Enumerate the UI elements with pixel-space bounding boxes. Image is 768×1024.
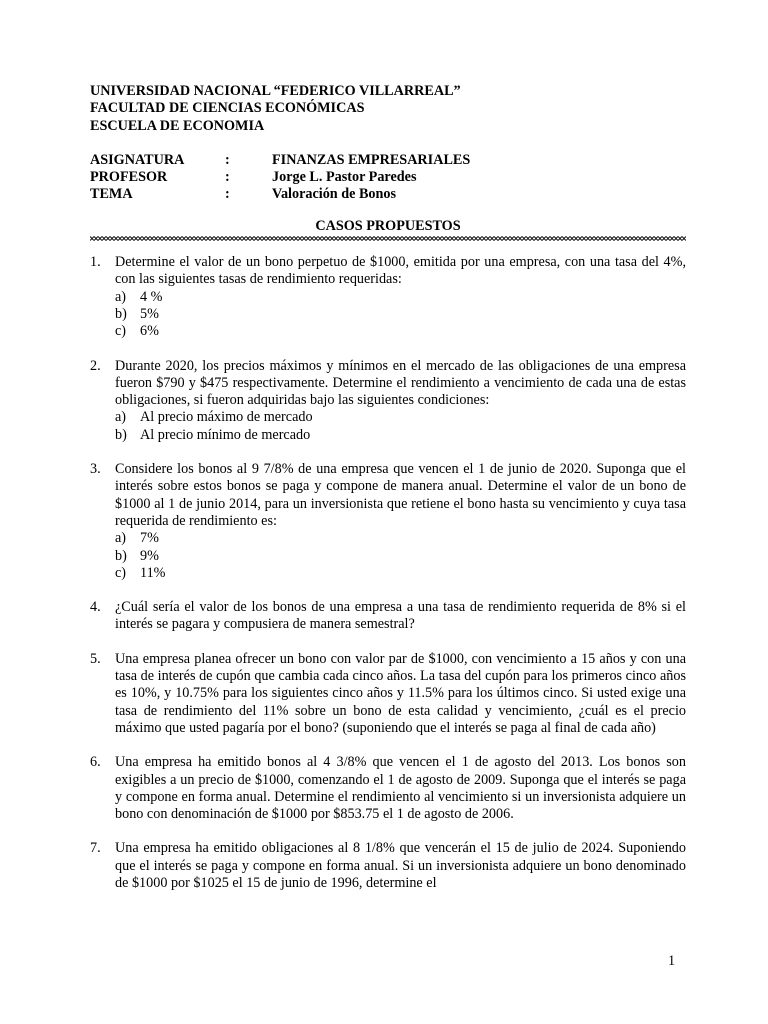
question-item — [90, 754, 686, 823]
header-block — [90, 83, 686, 135]
school-name: ESCUELA DE ECONOMIA — [90, 117, 265, 134]
decorative-divider — [90, 235, 686, 242]
option-item — [115, 530, 686, 547]
option-letter: c) — [115, 564, 127, 581]
question-text: Considere los bonos al 9 7/8% de una empresa que vencen el 1 de junio de 2020. Suponga que el interés sobre estos bonos se paga y compone de manera anual. Determine el valor de un bono de $1000 al 1 de junio 2014, para un inversionista que retiene el bono hasta su vencimiento y cuya tasa requerida de rendimiento es: — [115, 461, 686, 529]
question-number: 1. — [90, 254, 101, 271]
option-letter: c) — [115, 323, 127, 340]
faculty-name: FACULTAD DE CIENCIAS ECONÓMICAS — [90, 100, 365, 117]
option-text: Al precio máximo de mercado — [140, 409, 313, 426]
question-text: ¿Cuál sería el valor de los bonos de una empresa a una tasa de rendimiento requerida de 8% si el interés se pagara y compusiera de manera semestral? — [115, 599, 686, 633]
meta-row-subject — [90, 152, 686, 169]
meta-label: PROFESOR — [90, 169, 168, 186]
meta-colon: : — [225, 151, 230, 168]
option-text: 9% — [140, 547, 159, 564]
meta-label: ASIGNATURA — [90, 151, 185, 168]
meta-value: FINANZAS EMPRESARIALES — [272, 151, 471, 168]
question-body — [115, 840, 686, 892]
question-text: Determine el valor de un bono perpetuo de $1000, emitida por una empresa, con una tasa del 4%, con las siguientes tasas de rendimiento requeridas: — [115, 254, 686, 288]
option-text: 6% — [140, 323, 159, 340]
meta-label: TEMA — [90, 186, 133, 203]
meta-value: Valoración de Bonos — [272, 186, 397, 203]
meta-row-topic — [90, 186, 686, 203]
section-title: CASOS PROPUESTOS — [315, 217, 461, 234]
question-item — [90, 599, 686, 634]
question-number: 6. — [90, 754, 101, 771]
course-meta — [90, 152, 686, 204]
option-text: Al precio mínimo de mercado — [140, 426, 311, 443]
option-item — [115, 548, 686, 565]
option-letter: b) — [115, 305, 127, 322]
question-item — [90, 651, 686, 737]
option-item — [115, 323, 686, 340]
university-name: UNIVERSIDAD NACIONAL “FEDERICO VILLARREAL” — [90, 83, 461, 99]
question-number: 7. — [90, 840, 101, 857]
question-body — [115, 461, 686, 582]
option-letter: a) — [115, 409, 127, 426]
question-number: 3. — [90, 461, 101, 478]
question-item — [90, 358, 686, 444]
page-number: 1 — [668, 953, 676, 969]
option-item — [115, 289, 686, 306]
meta-colon: : — [225, 169, 230, 186]
question-number: 5. — [90, 650, 101, 667]
question-text: Una empresa ha emitido bonos al 4 3/8% que vencen el 1 de agosto del 2013. Los bonos son exigibles a un precio de $1000, comenzando el 1 de agosto de 2009. Suponga que el interés se paga y compone en forma anual. Determine el rendimiento al vencimiento si un inversionista adquiere un bono con denominación de $1000 por $853.75 el 1 de agosto de 2006. — [115, 754, 686, 823]
question-body — [115, 254, 686, 340]
question-item — [90, 254, 686, 340]
option-letter: a) — [115, 530, 127, 547]
option-letter: b) — [115, 426, 127, 443]
question-body — [115, 754, 686, 823]
question-body — [115, 651, 686, 737]
option-item — [115, 306, 686, 323]
question-text: Una empresa planea ofrecer un bono con valor par de $1000, con vencimiento a 15 años y con una tasa de interés de cupón que cambia cada cinco años. La tasa del cupón para los primeros cinco años es 10%, y 10.75% para los siguientes cinco años y 11.5% para los últimos cinco. Si usted exige una tasa de rendimiento del 11% sobre un bono de esta calidad y vencimiento, ¿cuál es el precio máximo que usted pagaría por el bono? (suponiendo que el interés se paga al final de cada año) — [115, 650, 686, 736]
question-item — [90, 461, 686, 582]
option-letter: a) — [115, 288, 127, 305]
option-text: 7% — [140, 530, 159, 547]
meta-value: Jorge L. Pastor Paredes — [272, 169, 417, 186]
meta-colon: : — [225, 186, 230, 203]
question-number: 2. — [90, 357, 101, 374]
question-item — [90, 840, 686, 892]
question-text: Durante 2020, los precios máximos y mínimos en el mercado de las obligaciones de una empresa fueron $790 y $475 respectivamente. Determine el rendimiento a vencimiento de cada una de estas obligaciones, si fueron adquiridas bajo las siguientes condiciones: — [115, 357, 686, 409]
meta-row-professor — [90, 169, 686, 186]
option-item — [115, 565, 686, 582]
option-text: 4 % — [140, 288, 163, 305]
question-number: 4. — [90, 599, 101, 616]
option-item — [115, 409, 686, 426]
question-body — [115, 599, 686, 634]
document-content — [90, 83, 686, 909]
option-letter: b) — [115, 547, 127, 564]
question-body — [115, 358, 686, 444]
option-text: 11% — [140, 564, 166, 581]
option-text: 5% — [140, 305, 159, 322]
option-item — [115, 427, 686, 444]
question-text: Una empresa ha emitido obligaciones al 8 1/8% que vencerán el 15 de julio de 2024. Suponiendo que el interés se paga y compone en forma anual. Si un inversionista adquiere un bono denominado de $1000 por $1025 el 15 de junio de 1996, determine el — [115, 840, 686, 891]
questions-list — [90, 254, 686, 892]
